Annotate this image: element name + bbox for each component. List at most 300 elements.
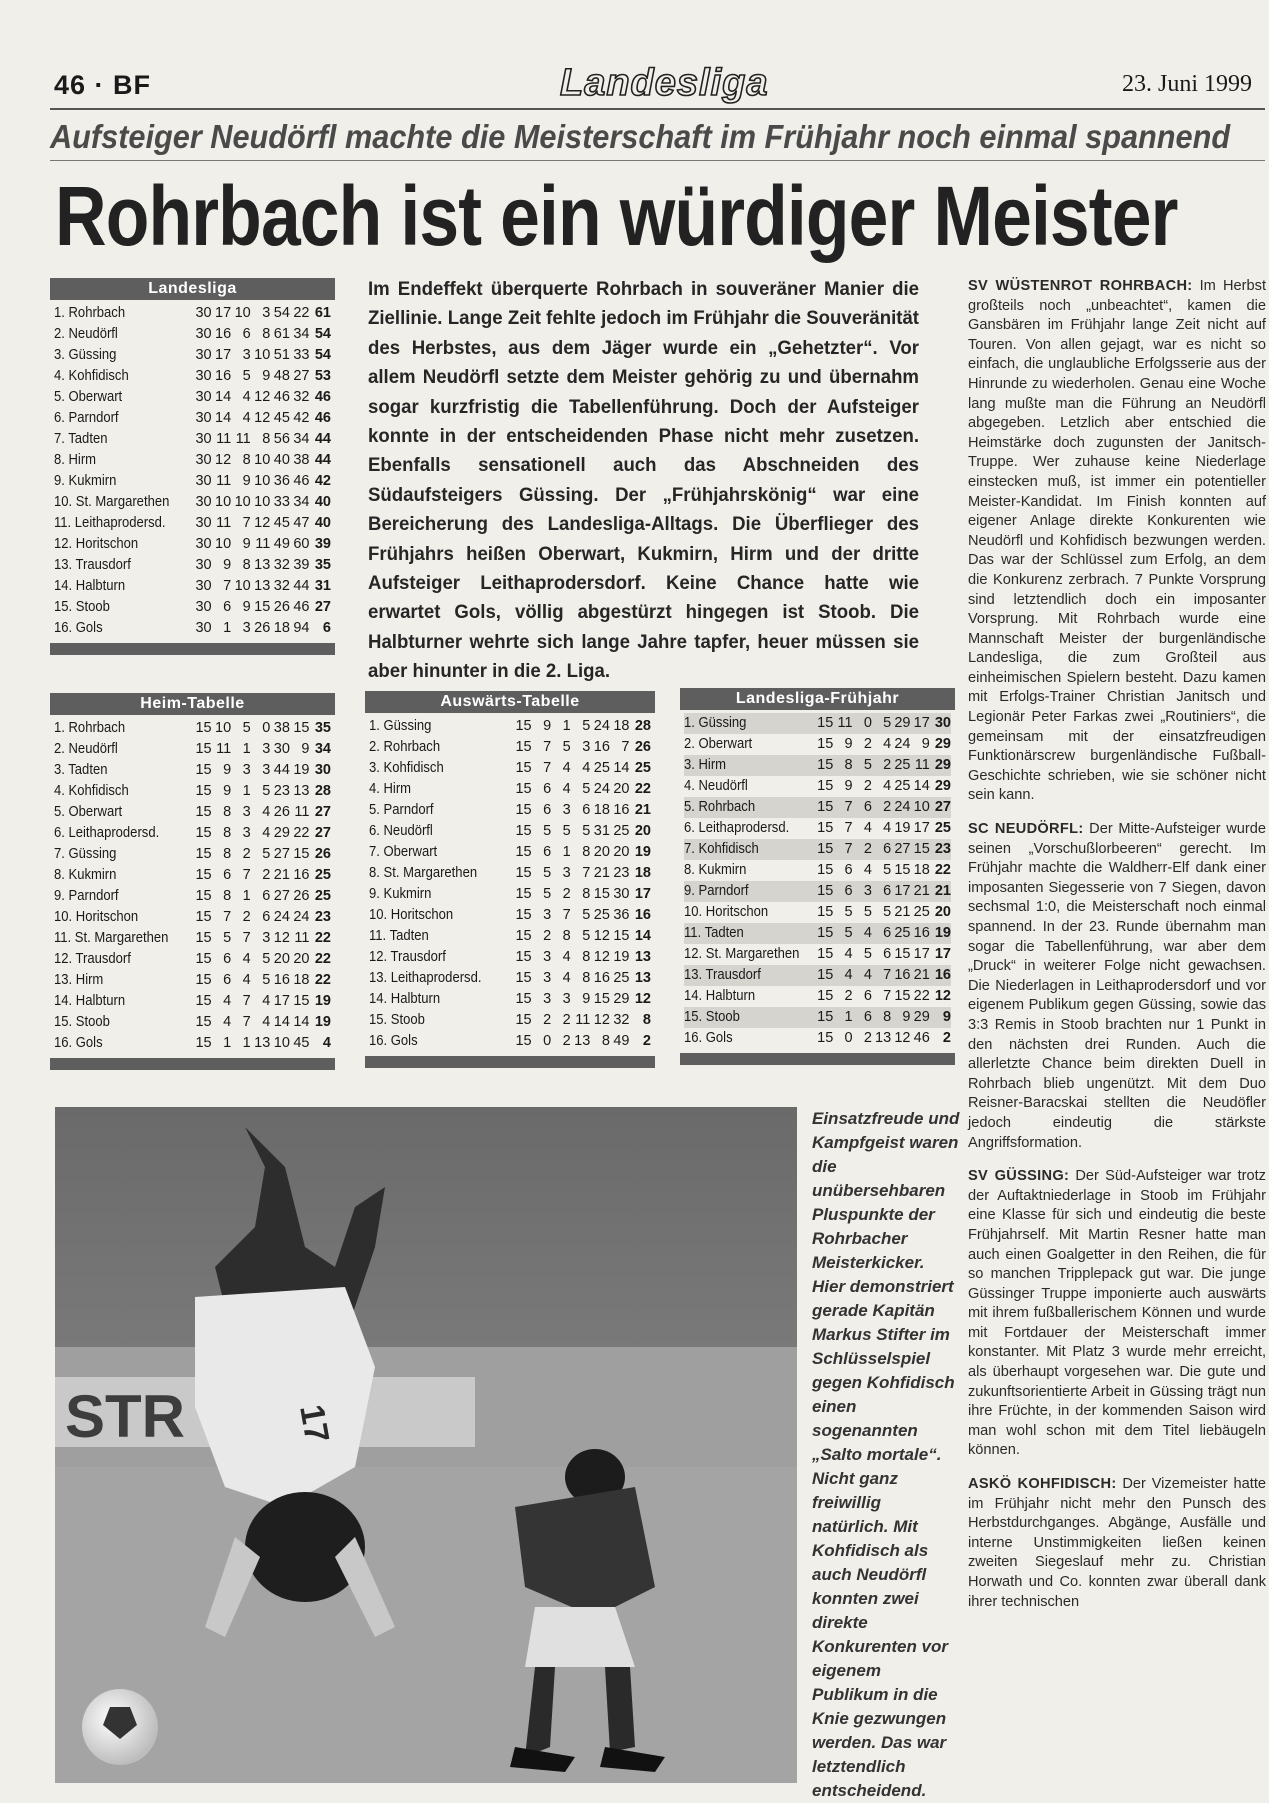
stat-cell: 2 <box>242 846 251 862</box>
stat-cell: 10 <box>254 347 271 363</box>
stat-cell: 1 <box>844 1009 853 1025</box>
kicker-rule <box>50 160 1265 161</box>
stat-cell: 7 <box>883 967 892 983</box>
table-row <box>54 886 331 907</box>
team-name: 14. Halbturn <box>369 991 441 1007</box>
stat-cell: 24 <box>593 718 610 734</box>
stat-cell: 1 <box>562 844 571 860</box>
stat-cell: 15 <box>195 909 212 925</box>
table-row <box>54 429 331 450</box>
points-cell: 40 <box>314 494 331 510</box>
stat-cell: 21 <box>273 867 290 883</box>
stat-cell: 4 <box>863 967 872 983</box>
stat-cell: 15 <box>515 865 532 881</box>
stat-cell: 15 <box>894 988 911 1004</box>
stat-cell: 11 <box>216 473 232 489</box>
stat-cell: 5 <box>543 865 552 881</box>
banner-text: STR <box>65 1383 185 1450</box>
stat-cell: 8 <box>223 888 232 904</box>
table-row <box>684 902 951 923</box>
table-row <box>54 618 331 639</box>
review-body: Der Vizemeister hatte im Frühjahr nicht mehr den Punsch des Herbstdurchganges. Abgänge, Ausfälle und interne Unstimmigkeiten ließen keinen zweiten Siegeslauf mehr zu. Christian Horwath und Co. konnten zwar überall dank ihrer technischen <box>968 1476 1266 1610</box>
stat-cell: 19 <box>293 762 310 778</box>
stat-cell: 12 <box>593 928 610 944</box>
table-row <box>684 839 951 860</box>
team-name: 1. Güssing <box>369 718 432 734</box>
stat-cell: 15 <box>515 781 532 797</box>
stat-cell: 16 <box>293 867 310 883</box>
stat-cell: 22 <box>293 305 310 321</box>
stat-cell: 33 <box>273 494 290 510</box>
points-cell: 21 <box>634 802 651 818</box>
stat-cell: 24 <box>894 799 911 815</box>
stat-cell: 7 <box>844 841 853 857</box>
stat-cell: 3 <box>582 739 591 755</box>
stat-cell: 7 <box>223 909 232 925</box>
team-name: 14. Halbturn <box>54 578 126 594</box>
stat-cell: 9 <box>242 473 251 489</box>
stat-cell: 4 <box>262 804 271 820</box>
table-row <box>54 471 331 492</box>
stat-cell: 3 <box>543 907 552 923</box>
stat-cell: 15 <box>894 946 911 962</box>
stat-cell: 5 <box>582 823 591 839</box>
stat-cell: 15 <box>817 904 834 920</box>
team-name: 5. Oberwart <box>54 389 123 405</box>
stat-cell: 5 <box>242 368 251 384</box>
stat-cell: 45 <box>273 410 290 426</box>
stat-cell: 13 <box>574 1033 591 1049</box>
stat-cell: 17 <box>913 946 930 962</box>
team-name: 16. Gols <box>54 1035 103 1051</box>
stat-cell: 5 <box>223 930 232 946</box>
kicker-headline: Aufsteiger Neudörfl machte die Meisterschaft im Frühjahr noch einmal spannend <box>50 118 1231 155</box>
team-name: 16. Gols <box>54 620 103 636</box>
stat-cell: 6 <box>223 951 232 967</box>
stat-cell: 7 <box>242 993 251 1009</box>
stat-cell: 4 <box>863 925 872 941</box>
team-name: 4. Kohfidisch <box>54 368 129 384</box>
stat-cell: 3 <box>242 620 251 636</box>
standings-table-landesliga <box>50 278 335 655</box>
points-cell: 27 <box>314 825 331 841</box>
stat-cell: 6 <box>543 781 552 797</box>
table-row <box>369 800 651 821</box>
review-heading: SC NEUDÖRFL: <box>968 821 1084 838</box>
stat-cell: 4 <box>844 946 853 962</box>
header-rule <box>50 108 1265 110</box>
stat-cell: 9 <box>223 783 232 799</box>
table-row <box>369 842 651 863</box>
stat-cell: 16 <box>593 970 610 986</box>
table-row <box>684 818 951 839</box>
review-heading: ASKÖ KOHFIDISCH: <box>968 1476 1117 1493</box>
stat-cell: 9 <box>242 536 251 552</box>
stat-cell: 54 <box>273 305 290 321</box>
stat-cell: 15 <box>515 760 532 776</box>
table-row <box>684 986 951 1007</box>
points-cell: 16 <box>634 907 651 923</box>
team-name: 2. Neudörfl <box>54 326 118 342</box>
stat-cell: 30 <box>195 389 212 405</box>
stat-cell: 26 <box>273 599 290 615</box>
stat-cell: 10 <box>254 473 271 489</box>
stat-cell: 3 <box>543 970 552 986</box>
team-name: 16. Gols <box>369 1033 418 1049</box>
stat-cell: 49 <box>273 536 290 552</box>
stat-cell: 7 <box>242 930 251 946</box>
table-row <box>54 844 331 865</box>
stat-cell: 25 <box>894 778 911 794</box>
stat-cell: 6 <box>863 799 872 815</box>
stat-cell: 30 <box>195 473 212 489</box>
stat-cell: 3 <box>262 305 271 321</box>
stat-cell: 48 <box>273 368 290 384</box>
stat-cell: 19 <box>894 820 911 836</box>
team-name: 4. Hirm <box>369 781 412 797</box>
points-cell: 22 <box>314 951 331 967</box>
stat-cell: 45 <box>293 1035 310 1051</box>
section-title: Landesliga <box>560 62 769 104</box>
stat-cell: 14 <box>613 760 630 776</box>
stat-cell: 25 <box>613 970 630 986</box>
stat-cell: 9 <box>543 718 552 734</box>
points-cell: 12 <box>634 991 651 1007</box>
stat-cell: 25 <box>613 823 630 839</box>
stat-cell: 6 <box>883 841 892 857</box>
team-name: 13. Trausdorf <box>684 967 761 983</box>
points-cell: 27 <box>934 799 951 815</box>
table-row <box>54 970 331 991</box>
stat-cell: 7 <box>242 1014 251 1030</box>
team-name: 8. Kukmirn <box>684 862 747 878</box>
stat-cell: 8 <box>582 970 591 986</box>
points-cell: 8 <box>642 1012 651 1028</box>
stat-cell: 8 <box>242 557 251 573</box>
stat-cell: 1 <box>242 741 251 757</box>
stat-cell: 2 <box>863 778 872 794</box>
stat-cell: 13 <box>875 1030 892 1046</box>
table-footer-bar <box>50 1058 335 1070</box>
points-cell: 17 <box>634 886 651 902</box>
table-footer-bar <box>50 643 335 655</box>
stat-cell: 15 <box>195 783 212 799</box>
stat-cell: 7 <box>562 907 571 923</box>
stat-cell: 6 <box>543 844 552 860</box>
stat-cell: 15 <box>515 844 532 860</box>
stat-cell: 4 <box>242 951 251 967</box>
stat-cell: 2 <box>863 841 872 857</box>
points-cell: 27 <box>314 804 331 820</box>
stat-cell: 61 <box>273 326 290 342</box>
stat-cell: 4 <box>863 820 872 836</box>
stat-cell: 15 <box>817 799 834 815</box>
stat-cell: 15 <box>817 736 834 752</box>
stat-cell: 5 <box>844 925 853 941</box>
stat-cell: 32 <box>613 1012 630 1028</box>
stat-cell: 60 <box>293 536 310 552</box>
stat-cell: 2 <box>883 757 892 773</box>
table-row <box>684 965 951 986</box>
stat-cell: 15 <box>195 804 212 820</box>
stat-cell: 15 <box>515 1012 532 1028</box>
stat-cell: 23 <box>273 783 290 799</box>
stat-cell: 15 <box>817 841 834 857</box>
stat-cell: 9 <box>242 599 251 615</box>
stat-cell: 15 <box>195 951 212 967</box>
stat-cell: 30 <box>195 557 212 573</box>
stat-cell: 24 <box>273 909 290 925</box>
stat-cell: 29 <box>613 991 630 1007</box>
team-name: 11. Tadten <box>684 925 744 941</box>
stat-cell: 15 <box>593 991 610 1007</box>
team-name: 9. Kukmirn <box>54 473 117 489</box>
stat-cell: 25 <box>894 757 911 773</box>
team-name: 10. Horitschon <box>684 904 769 920</box>
stat-cell: 9 <box>262 368 271 384</box>
stat-cell: 38 <box>293 452 310 468</box>
stat-cell: 8 <box>223 825 232 841</box>
stat-cell: 3 <box>543 949 552 965</box>
team-name: 4. Neudörfl <box>684 778 748 794</box>
points-cell: 22 <box>314 930 331 946</box>
stat-cell: 15 <box>195 741 212 757</box>
points-cell: 40 <box>314 515 331 531</box>
stat-cell: 14 <box>293 1014 310 1030</box>
stat-cell: 94 <box>293 620 310 636</box>
stat-cell: 8 <box>242 452 251 468</box>
stat-cell: 22 <box>293 825 310 841</box>
stat-cell: 0 <box>543 1033 552 1049</box>
points-cell: 20 <box>634 823 651 839</box>
points-cell: 34 <box>314 741 331 757</box>
stat-cell: 9 <box>301 741 310 757</box>
stat-cell: 10 <box>215 536 232 552</box>
points-cell: 19 <box>314 1014 331 1030</box>
points-cell: 13 <box>634 949 651 965</box>
stat-cell: 30 <box>195 536 212 552</box>
stat-cell: 6 <box>883 883 892 899</box>
match-photo-illustration <box>55 1107 797 1783</box>
points-cell: 23 <box>314 909 331 925</box>
stat-cell: 25 <box>913 904 930 920</box>
points-cell: 35 <box>314 720 331 736</box>
stat-cell: 11 <box>216 515 232 531</box>
stat-cell: 16 <box>215 368 232 384</box>
stat-cell: 3 <box>562 802 571 818</box>
stat-cell: 1 <box>562 718 571 734</box>
team-name: 1. Güssing <box>684 715 747 731</box>
stat-cell: 5 <box>844 904 853 920</box>
points-cell: 44 <box>314 431 331 447</box>
stat-cell: 11 <box>914 757 930 773</box>
stat-cell: 3 <box>562 865 571 881</box>
stat-cell: 10 <box>215 494 232 510</box>
stat-cell: 15 <box>195 993 212 1009</box>
points-cell: 27 <box>314 599 331 615</box>
table-row <box>684 944 951 965</box>
stat-cell: 2 <box>543 928 552 944</box>
stat-cell: 29 <box>913 1009 930 1025</box>
main-headline: Rohrbach ist ein würdiger Meister <box>55 169 1178 263</box>
team-name: 5. Oberwart <box>54 804 123 820</box>
stat-cell: 5 <box>262 972 271 988</box>
stat-cell: 11 <box>294 804 310 820</box>
stat-cell: 22 <box>913 988 930 1004</box>
stat-cell: 12 <box>254 515 271 531</box>
team-name: 11. Leithaprodersd. <box>54 515 166 531</box>
stat-cell: 6 <box>242 326 251 342</box>
stat-cell: 20 <box>613 844 630 860</box>
points-cell: 4 <box>322 1035 331 1051</box>
stat-cell: 18 <box>613 718 630 734</box>
stat-cell: 1 <box>242 888 251 904</box>
points-cell: 2 <box>942 1030 951 1046</box>
stat-cell: 14 <box>215 410 232 426</box>
stat-cell: 2 <box>262 867 271 883</box>
stat-cell: 14 <box>215 389 232 405</box>
stat-cell: 32 <box>273 578 290 594</box>
table-body <box>50 300 335 639</box>
team-name: 8. Kukmirn <box>54 867 117 883</box>
table-row <box>54 991 331 1012</box>
stat-cell: 12 <box>254 389 271 405</box>
stat-cell: 7 <box>844 820 853 836</box>
stat-cell: 6 <box>863 1009 872 1025</box>
stat-cell: 7 <box>883 988 892 1004</box>
points-cell: 14 <box>634 928 651 944</box>
table-row <box>369 779 651 800</box>
points-cell: 35 <box>314 557 331 573</box>
review-body: Der Süd-Aufsteiger war trotz der Auftaktniederlage in Stoob im Frühjahr eine Klasse für sich und eindeutig die beste Frühjahrself. Mit Martin Resner hatte man auch einen Goalgetter in den Reihen, die für so manchen Tripplepack gut war. Die junge Güssinger Truppe imponierte auch auswärts mit ihrem fußballerischem Können und wurde mit Fortdauer der Meisterschaft immer konstanter. Mit Platz 3 wurde mehr erreicht, als überhaupt vorgesehen war. Die gute und zukunftsorientierte Arbeit in Güssing trägt nun ihre Früchte, in der kommenden Saison wird man wohl schon mit dem Titel liebäugeln können. <box>968 1168 1266 1459</box>
team-name: 9. Parndorf <box>54 888 119 904</box>
stat-cell: 1 <box>223 1035 232 1051</box>
stat-cell: 11 <box>235 431 251 447</box>
stat-cell: 11 <box>294 930 310 946</box>
stat-cell: 13 <box>254 578 271 594</box>
points-cell: 30 <box>934 715 951 731</box>
stat-cell: 32 <box>273 557 290 573</box>
points-cell: 17 <box>934 946 951 962</box>
stat-cell: 9 <box>223 762 232 778</box>
table-row <box>684 1007 951 1028</box>
stat-cell: 15 <box>817 988 834 1004</box>
points-cell: 22 <box>314 972 331 988</box>
team-name: 9. Kukmirn <box>369 886 432 902</box>
stat-cell: 5 <box>863 946 872 962</box>
stat-cell: 15 <box>817 967 834 983</box>
table-body <box>680 710 955 1049</box>
stat-cell: 5 <box>863 757 872 773</box>
stat-cell: 15 <box>515 949 532 965</box>
points-cell: 20 <box>934 904 951 920</box>
stat-cell: 2 <box>242 909 251 925</box>
stat-cell: 9 <box>902 1009 911 1025</box>
match-photo <box>55 1107 797 1783</box>
stat-cell: 4 <box>223 1014 232 1030</box>
stat-cell: 7 <box>582 865 591 881</box>
stat-cell: 4 <box>262 825 271 841</box>
stat-cell: 4 <box>242 389 251 405</box>
team-name: 3. Güssing <box>54 347 117 363</box>
stat-cell: 15 <box>613 928 630 944</box>
table-row <box>54 450 331 471</box>
table-row <box>684 860 951 881</box>
stat-cell: 34 <box>293 431 310 447</box>
table-row <box>369 1031 651 1052</box>
team-name: 13. Hirm <box>54 972 104 988</box>
points-cell: 25 <box>934 820 951 836</box>
stat-cell: 3 <box>543 991 552 1007</box>
review-body: Der Mitte-Aufsteiger wurde seinen „Vorschußlorbeeren“ gerecht. Im Frühjahr machte die Waldherr-Elf dank einer imposanten Siegesserie von 7 Siegen, davon sechsmal 1:0, die Meisterschaft noch einmal spannend. In der 23. Runde übernahm man sogar die Tabellenführung, war aber dem „Druck“ in weiterer Folge nicht gewachsen. Die Niederlagen in Leithaprodersdorf und vor eigenem Publikum gegen Güssing, sowie das 3:3 Remis in Stoob brachten nur 1 Punkt in den nächsten drei Runden. Auch die allerletzte Chance beim direkten Duell in Rohrbach blieb ungenützt. Mit dem Duo Reisner-Baracskai stellten die Neudöfler jedoch eindeutig die stärkste Angriffsformation. <box>968 821 1267 1151</box>
stat-cell: 15 <box>515 823 532 839</box>
stat-cell: 34 <box>293 494 310 510</box>
stat-cell: 5 <box>883 904 892 920</box>
review-guessing <box>968 1167 1266 1461</box>
stat-cell: 4 <box>242 972 251 988</box>
stat-cell: 21 <box>913 883 930 899</box>
stat-cell: 3 <box>562 991 571 1007</box>
stat-cell: 51 <box>273 347 290 363</box>
stat-cell: 7 <box>223 578 232 594</box>
points-cell: 25 <box>314 888 331 904</box>
table-row <box>54 303 331 324</box>
stat-cell: 30 <box>195 599 212 615</box>
table-row <box>369 926 651 947</box>
table-row <box>369 905 651 926</box>
stat-cell: 1 <box>242 1035 251 1051</box>
table-row <box>54 802 331 823</box>
stat-cell: 8 <box>582 949 591 965</box>
team-name: 14. Halbturn <box>684 988 756 1004</box>
table-row <box>684 713 951 734</box>
table-row <box>54 1033 331 1054</box>
review-body: Im Herbst großteils noch „unbeachtet“, kamen die Gansbären im Frühjahr lange Zeit nicht auf Touren. Von allen gejagt, war es nicht so einfach, die unglaubliche Erfolgsserie aus der Hinrunde zu wiederholen. Genau eine Woche lang mußte man die Führung an Neudörfl abgegeben. Letzlich aber entschied die Heimstärke doch zugunsten der Janitsch-Truppe. Wer zuhause keine Niederlage einstecken muß, ist immer ein potentieller Meister-Kandidat. Im Finish konnten auf eigener Anlage direkte Konkurenten wie Neudörfl und Kohfidisch bezwungen werden. Das war der Schlüssel zum Erfolg, an dem die Konkurenz zerbrach. 7 Punkte Vorsprung sind letztendlich doch ein imposanter Vorsprung. Mit Rohrbach wurde eine Mannschaft Meister der burgenländische Landesliga, die zum Großteil aus einheimischen Spielern besteht. Dazu kamen mit Erfolgs-Trainer Christian Janitsch und Legionär Peter Farkas zwei „Routiniers“, die gemeinsam mit der einsatzfreudigen Funktionärscrew burgenländische Fußball-Geschichte schrieben, wie sie schöner nicht sein kann. <box>968 278 1266 804</box>
stat-cell: 36 <box>273 473 290 489</box>
stat-cell: 4 <box>562 949 571 965</box>
team-name: 13. Leithaprodersd. <box>369 970 482 986</box>
points-cell: 12 <box>934 988 951 1004</box>
stat-cell: 29 <box>273 825 290 841</box>
team-name: 10. St. Margarethen <box>54 494 170 510</box>
stat-cell: 5 <box>543 823 552 839</box>
stat-cell: 30 <box>195 452 212 468</box>
points-cell: 19 <box>314 993 331 1009</box>
stat-cell: 30 <box>195 515 212 531</box>
table-row <box>54 366 331 387</box>
team-name: 11. Tadten <box>369 928 429 944</box>
stat-cell: 30 <box>273 741 290 757</box>
stat-cell: 15 <box>195 888 212 904</box>
team-name: 15. Stoob <box>369 1012 425 1028</box>
table-row <box>369 884 651 905</box>
stat-cell: 26 <box>293 888 310 904</box>
stat-cell: 2 <box>543 1012 552 1028</box>
stat-cell: 6 <box>883 946 892 962</box>
table-row <box>54 781 331 802</box>
stat-cell: 2 <box>863 1030 872 1046</box>
stat-cell: 26 <box>254 620 271 636</box>
points-cell: 19 <box>934 925 951 941</box>
stat-cell: 15 <box>195 720 212 736</box>
points-cell: 42 <box>314 473 331 489</box>
stat-cell: 4 <box>262 1014 271 1030</box>
stat-cell: 6 <box>582 802 591 818</box>
table-row <box>369 716 651 737</box>
stat-cell: 3 <box>262 741 271 757</box>
stat-cell: 8 <box>844 757 853 773</box>
points-cell: 2 <box>642 1033 651 1049</box>
